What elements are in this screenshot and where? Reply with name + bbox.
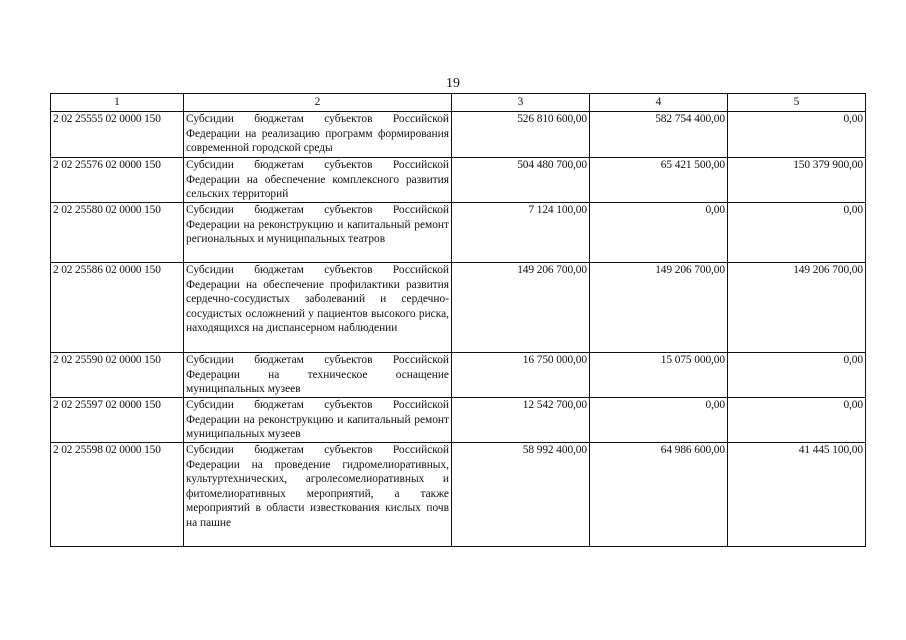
- column-header-5: 5: [728, 94, 866, 112]
- column-header-4: 4: [590, 94, 728, 112]
- budget-code: 2 02 25590 02 0000 150: [51, 353, 184, 398]
- amount-col5: 150 379 900,00: [728, 158, 866, 203]
- amount-col5: 0,00: [728, 353, 866, 398]
- table-row: [51, 158, 866, 203]
- budget-code: 2 02 25598 02 0000 150: [51, 443, 184, 547]
- subsidy-description: Субсидии бюджетам субъектов Российской Федерации на реконструкцию и капитальный ремонт региональных и муниципальных театров: [184, 203, 452, 263]
- subsidy-description: Субсидии бюджетам субъектов Российской Федерации на реализацию программ формирования современной городской среды: [184, 112, 452, 158]
- amount-col3: 504 480 700,00: [452, 158, 590, 203]
- budget-code: 2 02 25597 02 0000 150: [51, 398, 184, 443]
- amount-col5: 0,00: [728, 398, 866, 443]
- amount-col3: 16 750 000,00: [452, 353, 590, 398]
- column-header-3: 3: [452, 94, 590, 112]
- amount-col5: 0,00: [728, 203, 866, 263]
- subsidy-description: Субсидии бюджетам субъектов Российской Федерации на обеспечение комплексного развития сельских территорий: [184, 158, 452, 203]
- amount-col4: 0,00: [590, 398, 728, 443]
- column-header-2: 2: [184, 94, 452, 112]
- amount-col4: 149 206 700,00: [590, 263, 728, 353]
- amount-col4: 0,00: [590, 203, 728, 263]
- page-number: 19: [446, 76, 460, 91]
- header-row: [51, 94, 866, 112]
- budget-code: 2 02 25555 02 0000 150: [51, 112, 184, 158]
- table-row: [51, 353, 866, 398]
- table-row: [51, 443, 866, 547]
- table-row: [51, 203, 866, 263]
- column-header-1: 1: [51, 94, 184, 112]
- amount-col4: 64 986 600,00: [590, 443, 728, 547]
- amount-col3: 12 542 700,00: [452, 398, 590, 443]
- amount-col4: 65 421 500,00: [590, 158, 728, 203]
- amount-col3: 7 124 100,00: [452, 203, 590, 263]
- amount-col5: 0,00: [728, 112, 866, 158]
- subsidy-description: Субсидии бюджетам субъектов Российской Федерации на обеспечение профилактики развития сердечно-сосудистых заболеваний и сердечно-сосудистых осложнений у пациентов высокого риска, находящихся на диспансерном наблюдении: [184, 263, 452, 353]
- amount-col3: 58 992 400,00: [452, 443, 590, 547]
- budget-code: 2 02 25576 02 0000 150: [51, 158, 184, 203]
- amount-col4: 15 075 000,00: [590, 353, 728, 398]
- budget-table: [50, 93, 866, 547]
- subsidy-description: Субсидии бюджетам субъектов Российской Федерации на реконструкцию и капитальный ремонт муниципальных музеев: [184, 398, 452, 443]
- subsidy-description: Субсидии бюджетам субъектов Российской Федерации на проведение гидромелиоративных, культуртехнических, агролесомелиоративных и фитомелиоративных мероприятий, а также мероприятий в области известкования кислых почв на пашне: [184, 443, 452, 547]
- amount-col4: 582 754 400,00: [590, 112, 728, 158]
- subsidy-description: Субсидии бюджетам субъектов Российской Федерации на техническое оснащение муниципальных музеев: [184, 353, 452, 398]
- budget-code: 2 02 25580 02 0000 150: [51, 203, 184, 263]
- table-row: [51, 398, 866, 443]
- table-row: [51, 112, 866, 158]
- amount-col3: 526 810 600,00: [452, 112, 590, 158]
- table-row: [51, 263, 866, 353]
- amount-col3: 149 206 700,00: [452, 263, 590, 353]
- budget-code: 2 02 25586 02 0000 150: [51, 263, 184, 353]
- amount-col5: 149 206 700,00: [728, 263, 866, 353]
- amount-col5: 41 445 100,00: [728, 443, 866, 547]
